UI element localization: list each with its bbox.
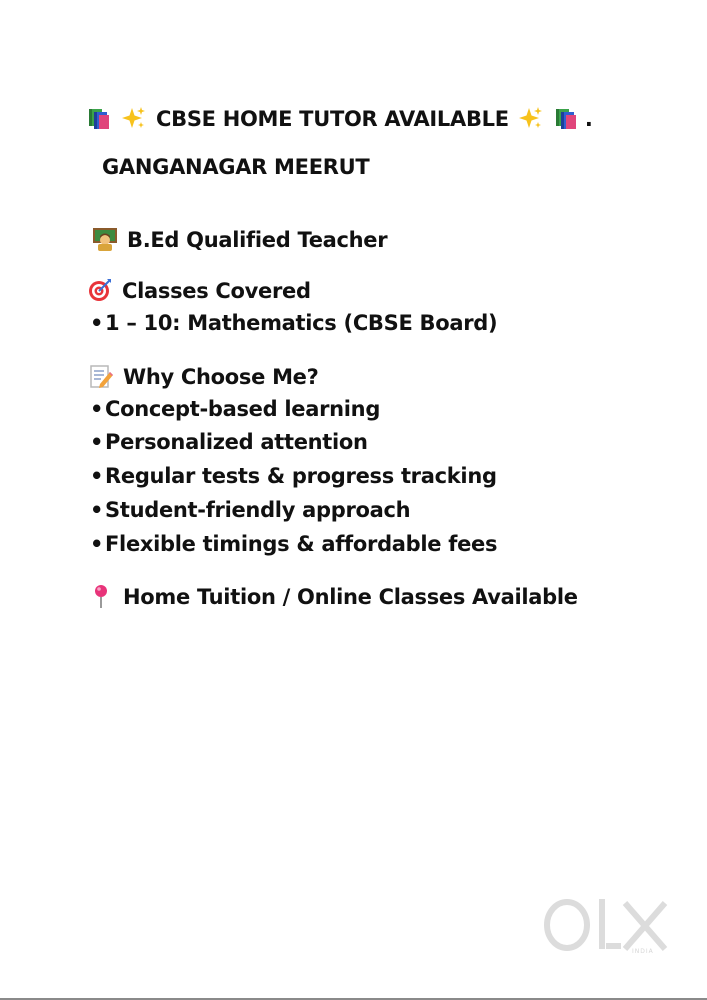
title-trailing-dot: . xyxy=(584,107,593,131)
classes-heading-line xyxy=(87,277,311,303)
bullet-icon: • xyxy=(90,397,104,421)
bullet-icon: • xyxy=(90,464,104,488)
why-item: •Regular tests & progress tracking xyxy=(90,464,497,488)
why-item: •Concept-based learning xyxy=(90,397,381,421)
mode-text: Home Tuition / Online Classes Available xyxy=(123,585,578,609)
qualification-line xyxy=(92,226,387,252)
bullet-icon: • xyxy=(90,430,104,454)
classes-item: •1 – 10: Mathematics (CBSE Board) xyxy=(90,311,498,335)
books-icon xyxy=(86,105,112,131)
why-item: •Personalized attention xyxy=(90,430,368,454)
qualification-text: B.Ed Qualified Teacher xyxy=(127,228,388,252)
memo-icon xyxy=(88,363,114,389)
mode-line xyxy=(88,583,578,609)
books-icon xyxy=(553,105,579,131)
bullet-icon: • xyxy=(90,532,104,556)
bullet-icon: • xyxy=(90,311,104,335)
title-text: CBSE HOME TUTOR AVAILABLE xyxy=(156,107,509,131)
why-item: •Flexible timings & affordable fees xyxy=(90,532,498,556)
pin-icon xyxy=(88,583,114,609)
why-item: •Student-friendly approach xyxy=(90,498,411,522)
target-icon xyxy=(87,277,113,303)
sparkles-icon xyxy=(121,105,147,131)
bullet-icon: • xyxy=(90,498,104,522)
classes-heading: Classes Covered xyxy=(122,279,311,303)
teacher-icon xyxy=(92,226,118,252)
olx-watermark-sub: INDIA xyxy=(632,948,654,955)
title-line xyxy=(86,105,593,131)
why-heading-line xyxy=(88,363,319,389)
location-text: GANGANAGAR MEERUT xyxy=(102,155,370,179)
why-heading: Why Choose Me? xyxy=(123,365,319,389)
sparkles-icon xyxy=(518,105,544,131)
